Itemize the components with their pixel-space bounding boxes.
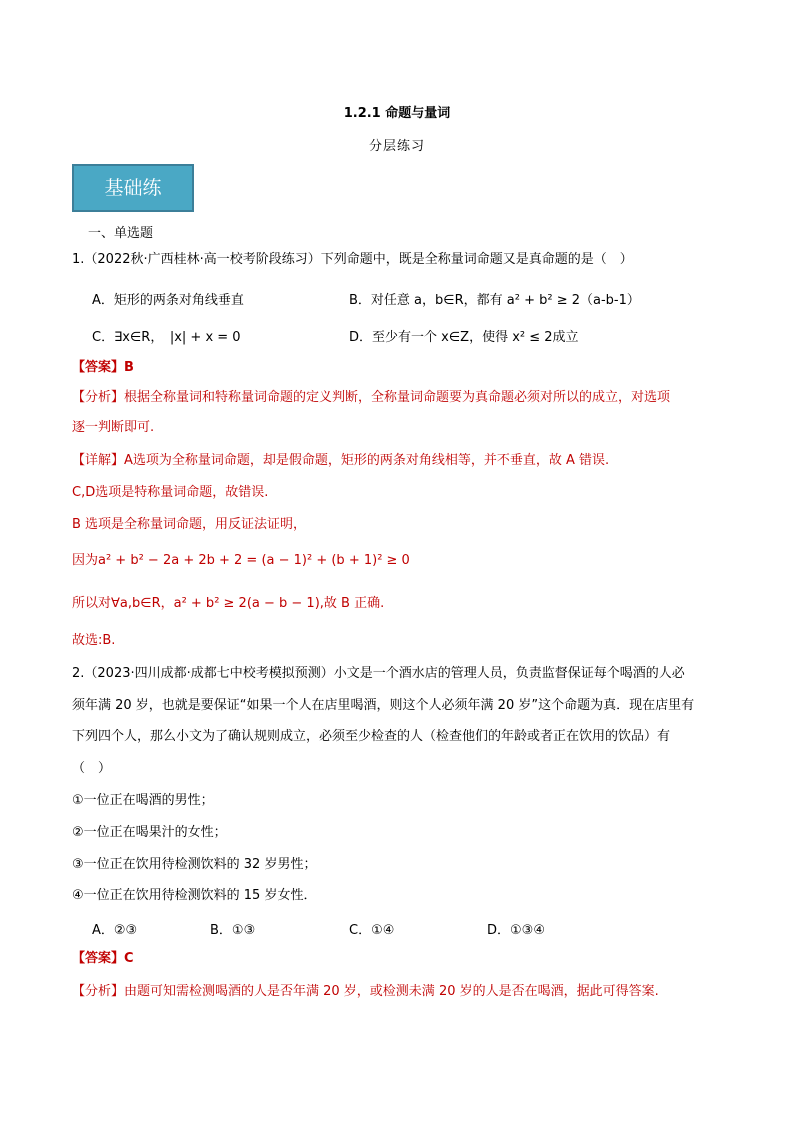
page-subtitle: 分层练习 bbox=[368, 139, 425, 154]
q2-item-1: ①一位正在喝酒的男性； bbox=[72, 793, 214, 808]
q2-analysis: 【分析】由题可知需检测喝酒的人是否年满 20 岁，或检测未满 20 岁的人是否在喝酒，据此可得答案. bbox=[72, 984, 659, 999]
q1-option-b: B．对任意 a，b∈R，都有 a² + b² ≥ 2（a-b-1） bbox=[349, 293, 640, 308]
q1-detail-line-5: 所以对∀a,b∈R，a² + b² ≥ 2(a − b − 1),故 B 正确. bbox=[72, 596, 385, 611]
q1-detail-line-2: C,D选项是特称量词命题，故错误. bbox=[72, 485, 269, 500]
q1-option-d: D．至少有一个 x∈Z，使得 x² ≤ 2成立 bbox=[349, 330, 579, 345]
section-heading: 一、单选题 bbox=[88, 226, 154, 241]
q2-item-4: ④一位正在饮用待检测饮料的 15 岁女性． bbox=[72, 888, 317, 903]
q2-stem-line-3: 下列四个人，那么小文为了确认规则成立，必须至少检查的人（检查他们的年龄或者正在饮用的饮品）有 bbox=[72, 729, 671, 744]
q1-analysis-line-1: 【分析】根据全称量词和特称量词命题的定义判断，全称量词命题要为真命题必须对所以的成立，对选项 bbox=[72, 390, 671, 405]
q1-option-a: A．矩形的两条对角线垂直 bbox=[92, 293, 244, 308]
section-badge: 基础练 bbox=[72, 164, 194, 212]
q1-detail-line-6: 故选:B. bbox=[72, 633, 116, 648]
q2-stem-line-1: 2.（2023·四川成都·成都七中校考模拟预测）小文是一个酒水店的管理人员，负责监督保证每个喝酒的人必 bbox=[72, 666, 685, 681]
q2-item-3: ③一位正在饮用待检测饮料的 32 岁男性； bbox=[72, 857, 317, 872]
q1-stem: 1.（2022秋·广西桂林·高一校考阶段练习）下列命题中，既是全称量词命题又是真命题的是（ ） bbox=[72, 252, 633, 267]
q2-option-b: B．①③ bbox=[210, 923, 256, 938]
q2-option-c: C．①④ bbox=[349, 923, 395, 938]
q2-stem-line-2: 须年满 20 岁，也就是要保证“如果一个人在店里喝酒，则这个人必须年满 20 岁”这个命题为真．现在店里有 bbox=[72, 698, 695, 713]
q1-detail-line-4: 因为a² + b² − 2a + 2b + 2 = (a − 1)² + (b + 1)² ≥ 0 bbox=[72, 553, 410, 568]
q2-option-d: D．①③④ bbox=[487, 923, 545, 938]
q2-option-a: A．②③ bbox=[92, 923, 138, 938]
q1-analysis-line-2: 逐一判断即可. bbox=[72, 420, 155, 435]
q2-stem-line-4: （ ） bbox=[72, 761, 112, 776]
q1-detail-line-1: 【详解】A选项为全称量词命题，却是假命题，矩形的两条对角线相等，并不垂直，故 A 错误. bbox=[72, 453, 610, 468]
page-title: 1.2.1 命题与量词 bbox=[343, 106, 451, 121]
q1-option-c: C．∃x∈R， |x| + x = 0 bbox=[92, 330, 241, 345]
q1-answer: 【答案】B bbox=[72, 360, 134, 375]
q1-detail-line-3: B 选项是全称量词命题，用反证法证明， bbox=[72, 517, 307, 532]
q2-item-2: ②一位正在喝果汁的女性； bbox=[72, 825, 227, 840]
q2-answer: 【答案】C bbox=[72, 951, 134, 966]
